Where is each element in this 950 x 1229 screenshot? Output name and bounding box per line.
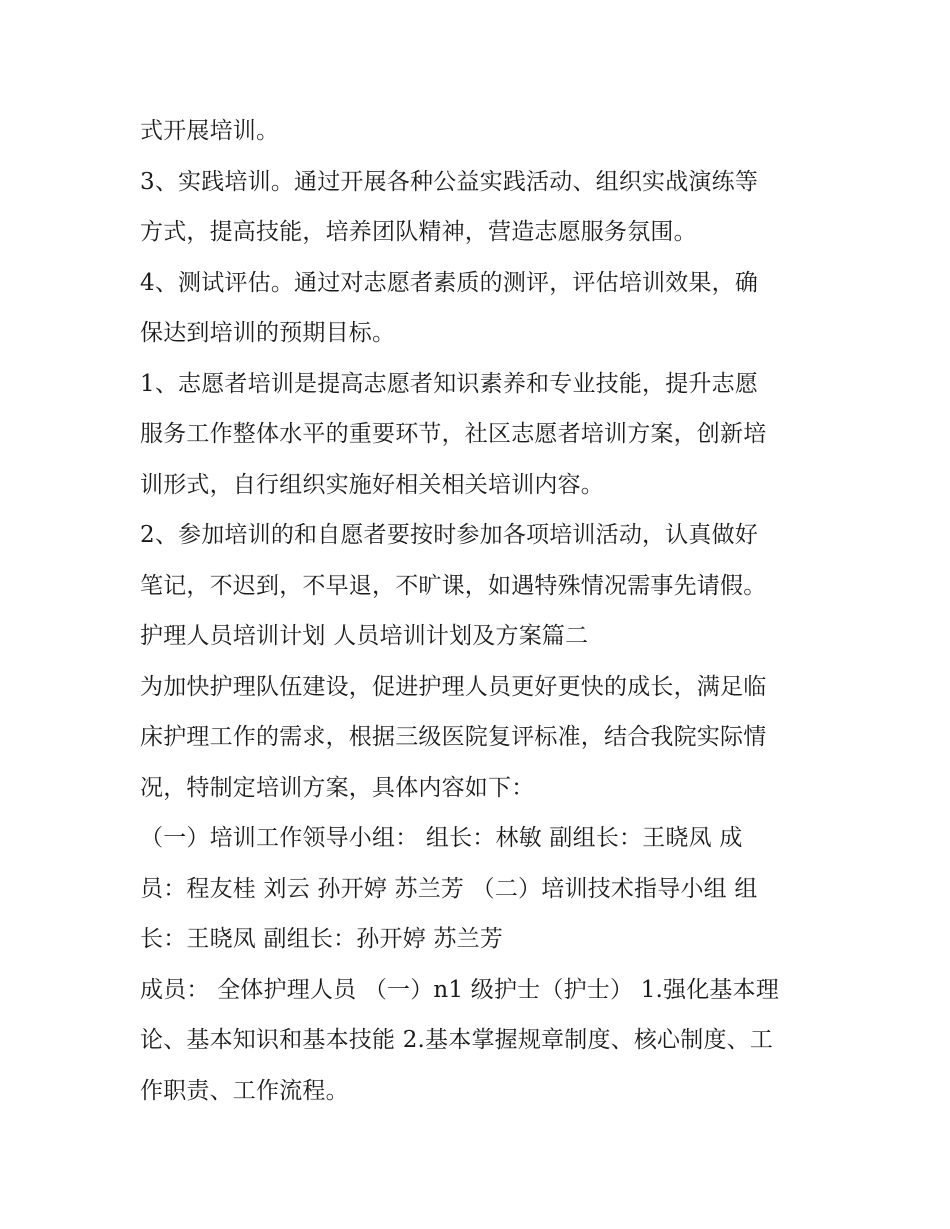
text-line: 训形式，自行组织实施好相关相关培训内容。: [140, 471, 604, 498]
text-line: 长：王晓凤 副组长：孙开婷 苏兰芳: [140, 926, 504, 952]
text-line: 成员： 全体护理人员 （一）n1 级护士（护士） 1.强化基本理: [140, 976, 780, 1003]
text-line: 2、参加培训的和自愿者要按时参加各项培训活动，认真做好: [140, 522, 759, 548]
section-heading: 护理人员培训计划 人员培训计划及方案篇二: [140, 623, 589, 649]
text-line: 式开展培训。: [140, 118, 280, 144]
document-body: [140, 106, 830, 1116]
text-line: 笔记，不迟到，不早退，不旷课，如遇特殊情况需事先请假。: [140, 572, 767, 599]
text-line: 1、志愿者培训是提高志愿者知识素养和专业技能，提升志愿: [140, 370, 759, 397]
text-line: 服务工作整体水平的重要环节，社区志愿者培训方案，创新培: [140, 421, 767, 447]
text-line: 作职责、工作流程。: [140, 1077, 349, 1104]
text-line: 4、测试评估。通过对志愿者素质的测评，评估培训效果，确: [140, 269, 759, 296]
text-line: 床护理工作的需求，根据三级医院复评标准，结合我院实际情: [140, 724, 767, 750]
text-line: 3、实践培训。通过开展各种公益实践活动、组织实战演练等: [140, 168, 759, 195]
text-line: （一）培训工作领导小组： 组长：林敏 副组长：王晓凤 成: [140, 825, 743, 851]
text-line: 员：程友桂 刘云 孙开婷 苏兰芳 （二）培训技术指导小组 组: [140, 875, 758, 902]
text-line: 方式，提高技能，培养团队精神，营造志愿服务氛围。: [140, 219, 697, 245]
text-line: 况，特制定培训方案，具体内容如下：: [140, 774, 535, 801]
text-line: 保达到培训的预期目标。: [140, 320, 396, 346]
text-line: 为加快护理队伍建设，促进护理人员更好更快的成长，满足临: [140, 673, 767, 700]
text-line: 论、基本知识和基本技能 2.基本掌握规章制度、核心制度、工: [140, 1027, 774, 1053]
